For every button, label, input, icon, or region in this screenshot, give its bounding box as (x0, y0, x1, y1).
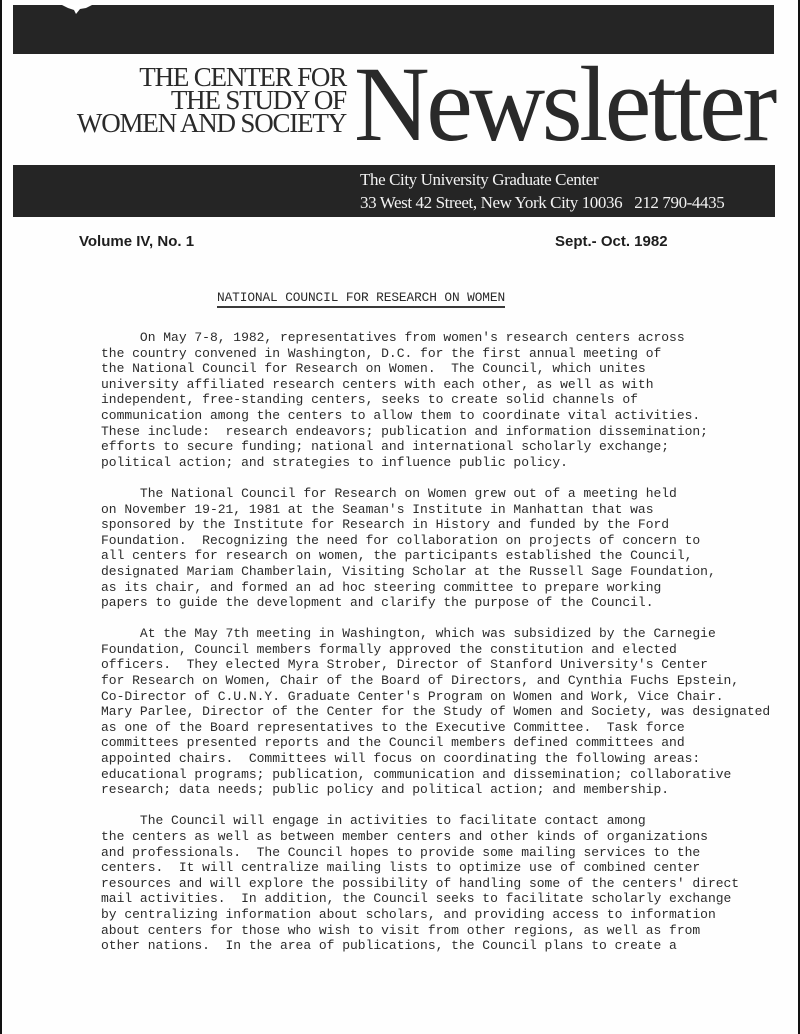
paper-tear-mark (62, 5, 92, 17)
org-name-line: WOMEN AND SOCIETY (76, 108, 346, 138)
org-name-line: THE CENTER FOR (139, 62, 346, 92)
publisher-info (360, 168, 724, 214)
article-body (101, 330, 796, 969)
article-paragraph: At the May 7th meeting in Washington, which was subsidized by the Carnegie Foundation, Council members formally approved the constitution and elected officers. They elected Myra Strober, Director of Stanford University's Center for Research on Women, Chair of the Board of Directors, and Cynthia Fuchs Epstein, Co-Director of C.U.N.Y. Graduate Center's Program on Women and Work, Vice Chair. Mary Parlee, Director of the Center for the Study of Women and Society, was designated as one of the Board representatives to the Executive Committee. Task force committees presented reports and the Council members defined committees and appointed chairs. Committees will focus on coordinating the following areas: educational programs; publication, communication and dissemination; collaborative research; data needs; public policy and political action; and membership. (101, 626, 771, 798)
org-name-line: THE STUDY OF (170, 85, 346, 115)
newsletter-title: Newsletter (354, 46, 774, 164)
article-paragraph: The Council will engage in activities to facilitate contact among the centers as well as between member centers and other kinds of organizations and professionals. The Council hopes to provide some mailing services to the centers. It will centralize mailing lists to optimize use of combined center resources and will explore the possibility of handling some of the centers' direct mail activities. In addition, the Council seeks to facilitate scholarly exchange by centralizing information about scholars, and providing access to information about centers for those who wish to visit from other regions, as well as from other nations. In the area of publications, the Council plans to create a (101, 813, 740, 954)
article-paragraph: The National Council for Research on Women grew out of a meeting held on November 19-21, 1981 at the Seaman's Institute in Manhattan that was sponsored by the Institute for Research in History and funded by the Ford Foundation. Recognizing the need for collaboration on projects of concern to all centers for research on women, the participants established the Council, designated Mariam Chamberlain, Visiting Scholar at the Russell Sage Foundation, as its chair, and formed an ad hoc steering committee to prepare working papers to guide the development and clarify the purpose of the Council. (101, 485, 716, 611)
publisher-phone: 212 790-4435 (634, 193, 725, 212)
publisher-name: The City University Graduate Center (360, 170, 599, 189)
article-title: NATIONAL COUNCIL FOR RESEARCH ON WOMEN (217, 290, 505, 308)
issue-volume: Volume IV, No. 1 (79, 233, 195, 250)
organization-name (20, 62, 346, 138)
publisher-address-line (360, 191, 724, 214)
article-paragraph: On May 7-8, 1982, representatives from women's research centers across the country convened in Washington, D.C. for the first annual meeting of the National Council for Research on Women. The Council, which unites university affiliated research centers with each other, as well as with independent, free-standing centers, seeks to create solid channels of communication among the centers to allow them to coordinate vital activities. These include: research endeavors; publication and information dissemination; efforts to secure funding; national and international scholarly exchange; political action; and strategies to influence public policy. (101, 330, 708, 470)
issue-date: Sept.- Oct. 1982 (555, 233, 668, 250)
publisher-address: 33 West 42 Street, New York City 10036 (360, 193, 623, 212)
page-border-left (0, 0, 2, 1034)
